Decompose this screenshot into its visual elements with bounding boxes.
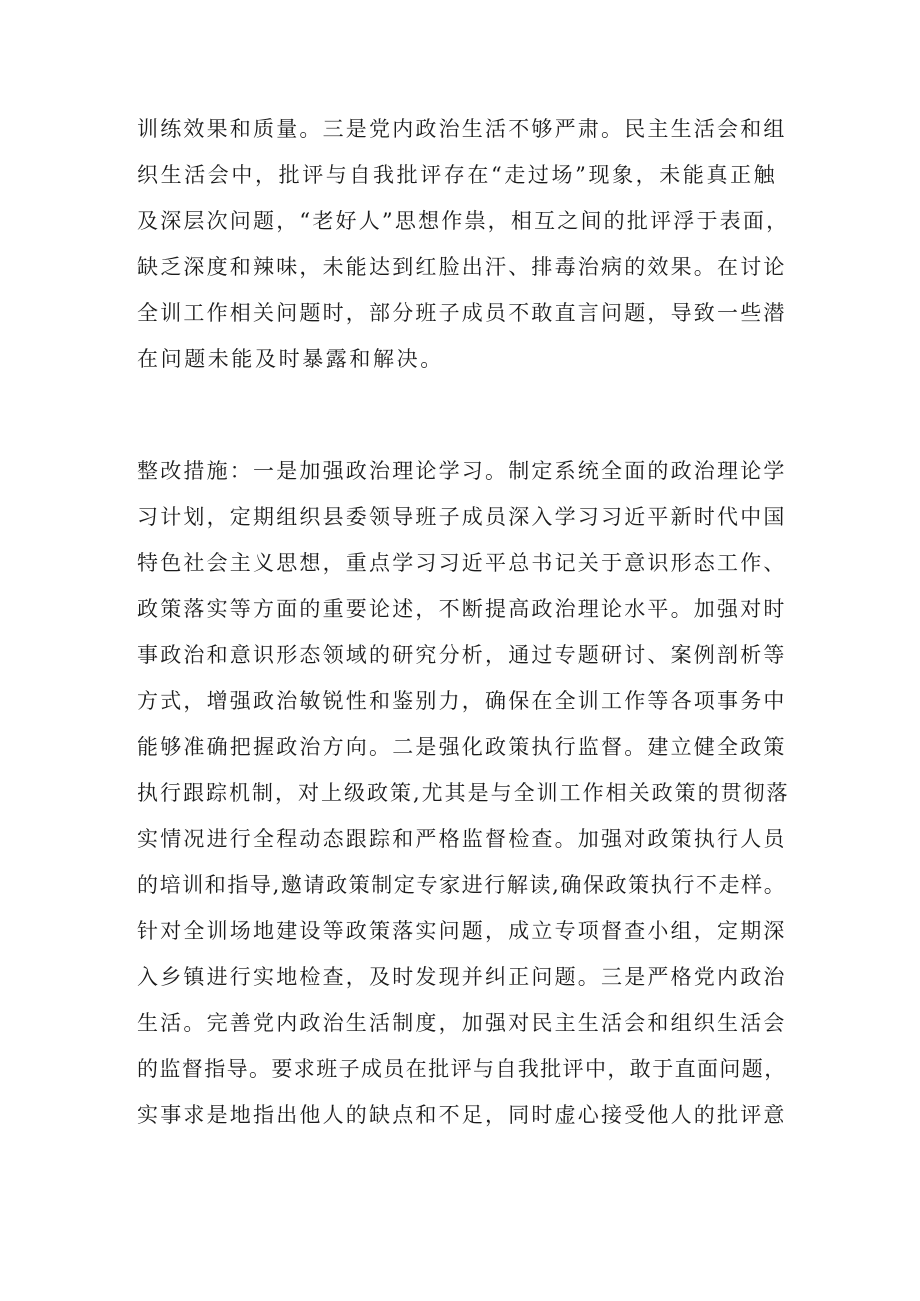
paragraph-line: 的监督指导。要求班子成员在批评与自我批评中，敢于直面问题， <box>137 1057 787 1081</box>
paragraph-line: 实事求是地指出他人的缺点和不足，同时虚心接受他人的批评意 <box>137 1103 787 1127</box>
paragraph-line: 习计划，定期组织县委领导班子成员深入学习习近平新时代中国 <box>137 505 787 529</box>
paragraph-line: 缺乏深度和辣味，未能达到红脸出汗、排毒治病的效果。在讨论 <box>137 255 787 279</box>
paragraph-line: 入乡镇进行实地检查，及时发现并纠正问题。三是严格党内政治 <box>137 965 787 989</box>
paragraph-line: 整改措施：一是加强政治理论学习。制定系统全面的政治理论学 <box>137 459 787 483</box>
paragraph-line: 织生活会中，批评与自我批评存在“走过场”现象，未能真正触 <box>137 163 778 187</box>
paragraph-line: 执行跟踪机制，对上级政策,尤其是与全训工作相关政策的贯彻落 <box>137 781 790 805</box>
paragraph-line: 事政治和意识形态领域的研究分析，通过专题研讨、案例剖析等 <box>137 643 787 667</box>
paragraph-line: 能够准确把握政治方向。二是强化政策执行监督。建立健全政策 <box>137 735 787 759</box>
paragraph-line: 政策落实等方面的重要论述，不断提高政治理论水平。加强对时 <box>137 597 787 621</box>
paragraph-line: 训练效果和质量。三是党内政治生活不够严肃。民主生活会和组 <box>137 117 787 141</box>
paragraph-line: 针对全训场地建设等政策落实问题，成立专项督查小组，定期深 <box>137 919 787 943</box>
paragraph-line: 在问题未能及时暴露和解决。 <box>137 347 444 371</box>
paragraph-line: 特色社会主义思想，重点学习习近平总书记关于意识形态工作、 <box>137 551 787 575</box>
paragraph-line: 全训工作相关问题时，部分班子成员不敢直言问题，导致一些潜 <box>137 301 787 325</box>
paragraph-line: 实情况进行全程动态跟踪和严格监督检查。加强对政策执行人员 <box>137 827 787 851</box>
paragraph-line: 的培训和指导,邀请政策制定专家进行解读,确保政策执行不走样。 <box>137 873 787 897</box>
paragraph-line: 及深层次问题，“老好人”思想作祟，相互之间的批评浮于表面， <box>137 209 790 233</box>
paragraph-line: 生活。完善党内政治生活制度，加强对民主生活会和组织生活会 <box>137 1011 787 1035</box>
paragraph-line: 方式，增强政治敏锐性和鉴别力，确保在全训工作等各项事务中 <box>137 689 787 713</box>
